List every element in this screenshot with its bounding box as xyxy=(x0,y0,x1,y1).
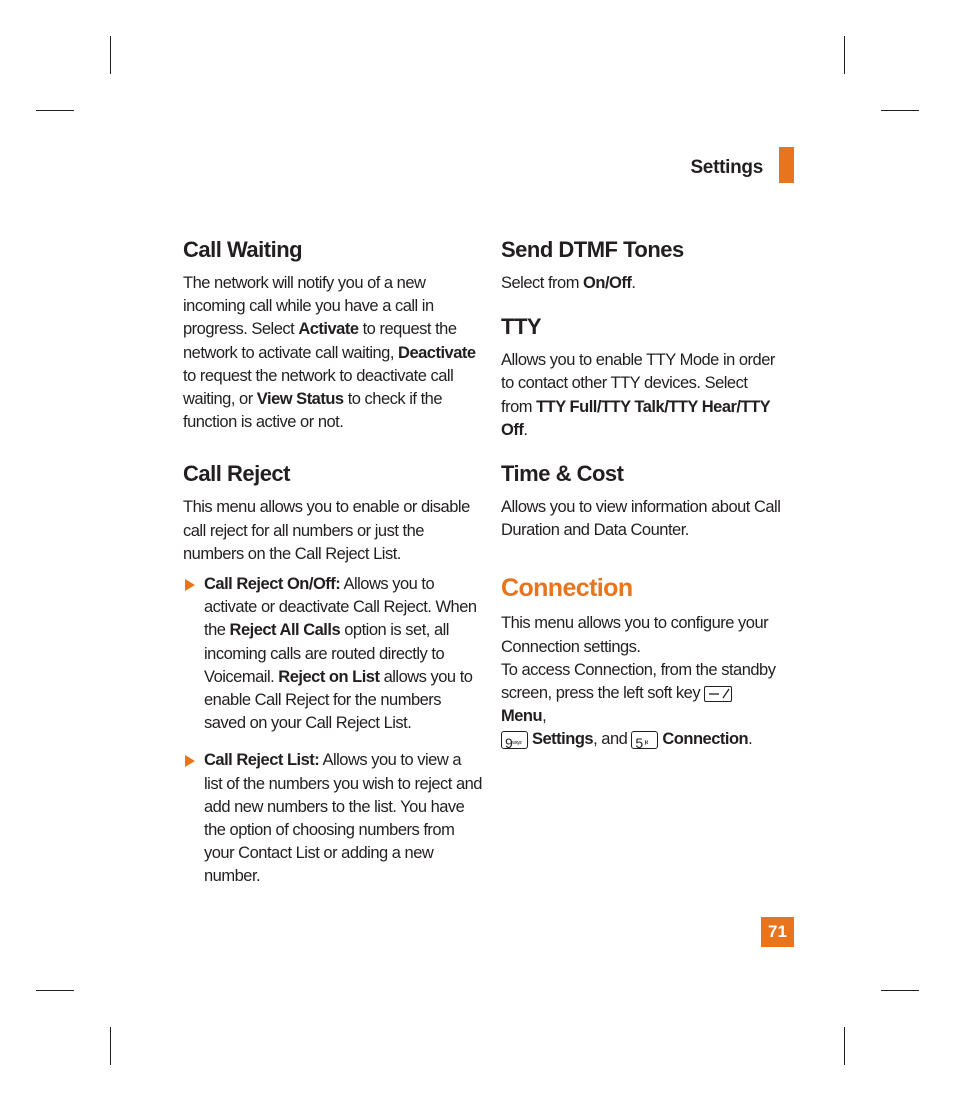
bullet-arrow-icon xyxy=(185,579,195,591)
crop-mark xyxy=(844,1027,845,1065)
heading-connection: Connection xyxy=(501,574,633,603)
left-soft-key-icon xyxy=(704,686,732,702)
heading-send-dtmf: Send DTMF Tones xyxy=(501,237,684,262)
bullet-arrow-icon xyxy=(185,755,195,767)
dtmf-text: Select from On/Off. xyxy=(501,274,636,292)
heading-call-waiting: Call Waiting xyxy=(183,237,303,262)
crop-mark xyxy=(36,990,74,991)
bullet-call-reject-list: Call Reject List: Allows you to view a list of the numbers you wish to reject and add new numbers to the list. You have the option of choosing numbers from your Contact List or adding a new number. xyxy=(183,749,483,888)
left-column xyxy=(183,236,483,915)
header-tab-marker xyxy=(779,147,794,183)
crop-mark xyxy=(110,36,111,74)
section-connection xyxy=(501,572,781,751)
heading-tty: TTY xyxy=(501,314,542,340)
time-cost-text: Allows you to view information about Call Duration and Data Counter. xyxy=(501,498,781,540)
section-call-reject xyxy=(183,460,483,888)
crop-mark xyxy=(110,1027,111,1065)
right-column xyxy=(501,236,781,778)
page-number: 71 xyxy=(761,917,794,947)
connection-instructions: To access Connection, from the standby screen, press the left soft key Menu, $9^{wxyz}$ Settings, and 5 $^{jkl}$ Connection. xyxy=(501,660,776,752)
heading-time-cost: Time & Cost xyxy=(501,461,624,487)
call-waiting-text: The network will notify you of a new incoming call while you have a call in progress. Select Activate to request the network to activate call waiting, Deactivate to request the network to deactivate call waiting, or View Status to check if the function is active or not. xyxy=(183,274,476,432)
key-9-icon: $9^{wxyz}$ xyxy=(501,731,528,749)
running-header: Settings xyxy=(690,157,763,178)
tty-text: Allows you to enable TTY Mode in order to contact other TTY devices. Select from TTY Full/TTY Talk/TTY Hear/TTY Off. xyxy=(501,351,775,439)
crop-mark xyxy=(36,110,74,111)
call-reject-intro: This menu allows you to enable or disable call reject for all numbers or just the numbers on the Call Reject List. xyxy=(183,498,470,563)
key-5-icon: 5 $^{jkl}$ xyxy=(631,731,658,749)
section-time-cost xyxy=(501,460,781,542)
bullet-call-reject-on-off: Call Reject On/Off: Allows you to activate or deactivate Call Reject. When the Reject All Calls option is set, all incoming calls are routed directly to Voicemail. Reject on List allows you to enable Call Reject for the numbers saved on your Call Reject List. xyxy=(183,573,483,735)
crop-mark xyxy=(881,110,919,111)
crop-mark xyxy=(844,36,845,74)
crop-mark xyxy=(881,990,919,991)
connection-intro: This menu allows you to configure your Connection settings. xyxy=(501,614,769,656)
section-send-dtmf xyxy=(501,236,781,295)
section-tty xyxy=(501,313,781,442)
heading-call-reject: Call Reject xyxy=(183,461,290,487)
section-call-waiting xyxy=(183,236,483,434)
